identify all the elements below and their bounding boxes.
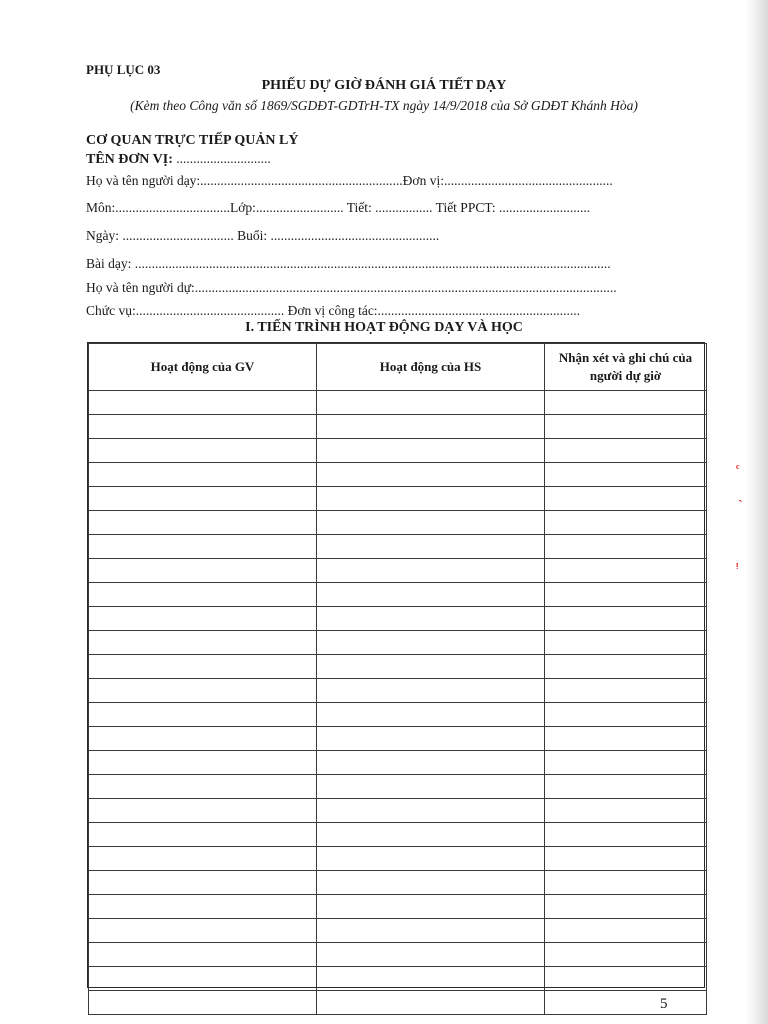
page-number: 5	[660, 996, 668, 1012]
table-row	[89, 535, 707, 559]
table-cell[interactable]	[89, 511, 317, 535]
table-cell[interactable]	[89, 607, 317, 631]
table-cell[interactable]	[545, 847, 707, 871]
table-cell[interactable]	[545, 511, 707, 535]
table-row	[89, 487, 707, 511]
table-row	[89, 583, 707, 607]
scan-mark: ᶜ	[736, 462, 740, 477]
unit-name-dots: ............................	[172, 151, 271, 166]
table-cell[interactable]	[89, 871, 317, 895]
table-row	[89, 607, 707, 631]
table-cell[interactable]	[317, 439, 545, 463]
table-cell[interactable]	[545, 679, 707, 703]
table-cell[interactable]	[89, 751, 317, 775]
table-row	[89, 703, 707, 727]
table-row	[89, 559, 707, 583]
table-cell[interactable]	[89, 895, 317, 919]
header-student-activity: Hoạt động của HS	[317, 344, 545, 391]
table-row	[89, 391, 707, 415]
table-cell[interactable]	[317, 871, 545, 895]
table-row	[89, 991, 707, 1015]
table-cell[interactable]	[89, 703, 317, 727]
table-cell[interactable]	[89, 463, 317, 487]
unit-name-line	[86, 151, 271, 168]
table-cell[interactable]	[89, 487, 317, 511]
table-cell[interactable]	[89, 655, 317, 679]
table-row	[89, 655, 707, 679]
table-cell[interactable]	[89, 439, 317, 463]
teacher-field: Họ và tên người dạy:............................................................Đơn vị:..................................................	[86, 173, 613, 188]
table-cell[interactable]	[545, 919, 707, 943]
table-cell[interactable]	[317, 535, 545, 559]
table-cell[interactable]	[545, 727, 707, 751]
table-cell[interactable]	[545, 391, 707, 415]
table-row	[89, 511, 707, 535]
table-row	[89, 871, 707, 895]
table-cell[interactable]	[89, 823, 317, 847]
document-title: PHIẾU DỰ GIỜ ĐÁNH GIÁ TIẾT DẠY	[261, 78, 507, 93]
table-cell[interactable]	[317, 799, 545, 823]
table-cell[interactable]	[89, 799, 317, 823]
table-cell[interactable]	[545, 943, 707, 967]
table-cell[interactable]	[317, 751, 545, 775]
table-row	[89, 943, 707, 967]
table-cell[interactable]	[317, 511, 545, 535]
table-cell[interactable]	[317, 655, 545, 679]
table-cell[interactable]	[317, 967, 545, 991]
position-field: Chức vụ:............................................ Đơn vị công tác:............................................................	[86, 303, 581, 318]
header-observer-notes: Nhận xét và ghi chú của người dự giờ	[545, 344, 707, 391]
table-row	[89, 415, 707, 439]
table-row	[89, 775, 707, 799]
table-cell[interactable]	[545, 871, 707, 895]
table-cell[interactable]	[545, 463, 707, 487]
table-cell[interactable]	[89, 943, 317, 967]
table-cell[interactable]	[89, 583, 317, 607]
table-cell[interactable]	[317, 703, 545, 727]
table-cell[interactable]	[89, 391, 317, 415]
table-cell[interactable]	[89, 967, 317, 991]
table-cell[interactable]	[545, 967, 707, 991]
header-teacher-activity: Hoạt động của GV	[89, 344, 317, 391]
table-cell[interactable]	[545, 703, 707, 727]
table-cell[interactable]	[89, 679, 317, 703]
table-cell[interactable]	[317, 775, 545, 799]
observation-table	[87, 342, 705, 988]
table-cell[interactable]	[545, 559, 707, 583]
table-row	[89, 847, 707, 871]
table-cell[interactable]	[317, 847, 545, 871]
table-cell[interactable]	[89, 559, 317, 583]
table-row	[89, 679, 707, 703]
table-row	[89, 895, 707, 919]
table-cell[interactable]	[545, 607, 707, 631]
table-cell[interactable]	[545, 631, 707, 655]
table-cell[interactable]	[317, 919, 545, 943]
table-cell[interactable]	[545, 439, 707, 463]
table-cell[interactable]	[317, 559, 545, 583]
table-cell[interactable]	[89, 775, 317, 799]
table-cell[interactable]	[545, 775, 707, 799]
table-cell[interactable]	[89, 415, 317, 439]
table-header-row	[89, 344, 707, 391]
table-row	[89, 463, 707, 487]
document-subtitle: (Kèm theo Công văn số 1869/SGDĐT-GDTrH-TX ngày 14/9/2018 của Sở GDĐT Khánh Hòa)	[130, 98, 638, 113]
table-cell[interactable]	[317, 463, 545, 487]
table-cell[interactable]	[317, 631, 545, 655]
managing-agency-label: CƠ QUAN TRỰC TIẾP QUẢN LÝ	[86, 133, 299, 148]
table-row	[89, 799, 707, 823]
table-cell[interactable]	[317, 415, 545, 439]
table-cell[interactable]	[545, 991, 707, 1015]
table-row	[89, 751, 707, 775]
table-cell[interactable]	[317, 727, 545, 751]
section-title: I. TIẾN TRÌNH HOẠT ĐỘNG DẠY VÀ HỌC	[245, 320, 523, 335]
table-cell[interactable]	[545, 895, 707, 919]
table-cell[interactable]	[89, 727, 317, 751]
unit-name-label: TÊN ĐƠN VỊ:	[86, 152, 173, 167]
table-row	[89, 439, 707, 463]
table-cell[interactable]	[545, 799, 707, 823]
table-cell[interactable]	[317, 391, 545, 415]
appendix-label: PHỤ LỤC 03	[86, 62, 161, 77]
table-cell[interactable]	[89, 847, 317, 871]
table-cell[interactable]	[545, 583, 707, 607]
table-cell[interactable]	[317, 991, 545, 1015]
table-row	[89, 967, 707, 991]
table-cell[interactable]	[89, 535, 317, 559]
table-cell[interactable]	[545, 655, 707, 679]
subject-field: Môn:..................................Lớp:.......................... Tiết: ................. Tiết PPCT: ...........................	[86, 200, 591, 215]
table-cell[interactable]	[545, 415, 707, 439]
table-cell[interactable]	[317, 583, 545, 607]
table-cell[interactable]	[545, 535, 707, 559]
table-cell[interactable]	[545, 487, 707, 511]
date-field: Ngày: ................................. Buổi: ..................................................	[86, 228, 440, 243]
table-row	[89, 919, 707, 943]
table-cell[interactable]	[317, 487, 545, 511]
observer-field: Họ và tên người dự:.............................................................................................................................	[86, 280, 617, 295]
table-cell[interactable]	[317, 943, 545, 967]
table-cell[interactable]	[317, 895, 545, 919]
lesson-field: Bài dạy: .............................................................................................................................................	[86, 256, 611, 271]
table-cell[interactable]	[317, 823, 545, 847]
table-cell[interactable]	[545, 751, 707, 775]
table-row	[89, 727, 707, 751]
table-cell[interactable]	[89, 631, 317, 655]
table-cell[interactable]	[317, 679, 545, 703]
page-edge-shadow	[746, 0, 768, 1024]
table-row	[89, 823, 707, 847]
table-cell[interactable]	[89, 919, 317, 943]
scan-mark: ᵎ	[736, 560, 739, 575]
table-cell[interactable]	[317, 607, 545, 631]
table-cell[interactable]	[545, 823, 707, 847]
table-row	[89, 631, 707, 655]
scan-mark: ˎ	[738, 488, 743, 503]
table-cell[interactable]	[89, 991, 317, 1015]
